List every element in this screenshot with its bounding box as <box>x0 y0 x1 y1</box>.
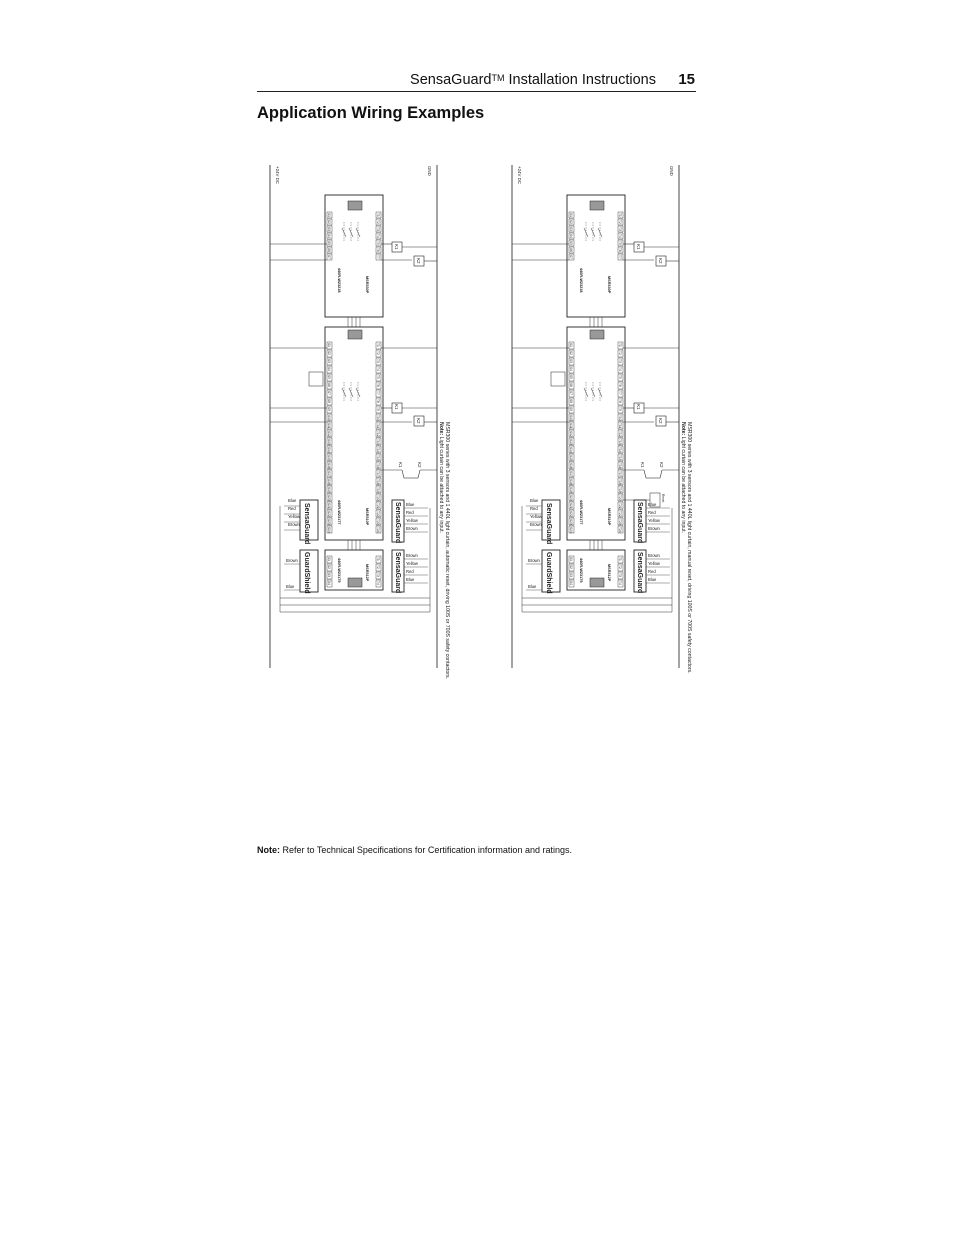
terminal-label: T24 <box>618 527 623 533</box>
wire <box>418 470 420 478</box>
module-window <box>348 201 362 210</box>
terminal-label: S7 <box>327 391 332 395</box>
terminal-label: T13 <box>376 439 381 445</box>
terminal-label: T7 <box>618 255 623 259</box>
wire-color-label: Brown <box>406 553 418 558</box>
module-window <box>590 578 604 587</box>
module-model-base: 440R-W23177 <box>579 500 583 525</box>
terminal-label: T19 <box>376 487 381 493</box>
contactor-label-k2: K2 <box>416 258 421 264</box>
terminal-label: T5 <box>618 241 623 245</box>
feedback-label-k1: K1 <box>398 462 403 468</box>
terminal-label: S4 <box>569 234 574 238</box>
terminal-label: S15 <box>569 455 574 461</box>
terminal-label: T17 <box>618 471 623 477</box>
module-name-base: MSR310P <box>365 508 369 526</box>
terminal-label: S16 <box>327 463 332 469</box>
terminal-label: S20 <box>569 495 574 501</box>
terminal-label: T14 <box>376 447 381 453</box>
terminal-label: T12 <box>618 431 623 437</box>
base-module <box>567 327 625 540</box>
terminal-label: S8 <box>327 399 332 403</box>
diagram-caption-note <box>438 422 444 533</box>
terminal-label: S1 <box>569 557 574 561</box>
output-module <box>325 195 383 317</box>
terminal-label: S21 <box>327 503 332 509</box>
terminal-label: S5 <box>569 241 574 245</box>
terminal-label: T5 <box>618 375 623 379</box>
reset-loop <box>309 372 323 386</box>
module-model-input: 440R-W23179 <box>579 558 583 583</box>
module-model-input: 440R-W23179 <box>337 558 341 583</box>
sensor-label-top: SensaGuard <box>303 503 310 545</box>
terminal-label: T14 <box>618 447 623 453</box>
terminal-label: S2 <box>327 351 332 355</box>
terminal-label: T15 <box>618 455 623 461</box>
terminal-label: T8 <box>618 399 623 403</box>
terminal-label: S4 <box>569 581 574 585</box>
terminal-label: S9 <box>569 407 574 411</box>
terminal-label: S13 <box>569 439 574 445</box>
caption-note-text: Light curtain can be attached to any input. <box>438 435 444 534</box>
wire-color-label: Blue <box>528 584 537 589</box>
terminal-label: S19 <box>569 487 574 493</box>
terminal-label: S2 <box>327 565 332 569</box>
terminal-label: T7 <box>376 391 381 395</box>
caption-note-label: Note: <box>438 422 444 436</box>
terminal-label: S3 <box>569 227 574 231</box>
terminal-label: T16 <box>376 463 381 469</box>
terminal-label: S4 <box>327 234 332 238</box>
terminal-label: T23 <box>376 519 381 525</box>
terminal-label: S12 <box>327 431 332 437</box>
terminal-label: T16 <box>618 463 623 469</box>
terminal-label: T15 <box>376 455 381 461</box>
module-name-output: MSR330P <box>607 276 611 294</box>
terminal-label: T2 <box>376 351 381 355</box>
module-window <box>348 578 362 587</box>
terminal-label: S3 <box>569 573 574 577</box>
terminal-label: T1 <box>376 557 381 561</box>
terminal-label: S16 <box>569 463 574 469</box>
terminal-label: S1 <box>327 213 332 217</box>
terminal-label: S1 <box>569 213 574 217</box>
terminal-label: T20 <box>618 495 623 501</box>
page-header <box>257 72 696 92</box>
module-name-output: MSR330P <box>365 276 369 294</box>
terminal-label: S19 <box>327 487 332 493</box>
rail-label-gnd: GND <box>427 166 432 176</box>
wiring-diagram-2-svg <box>504 160 692 685</box>
terminal-label: T4 <box>376 234 381 238</box>
terminal-label: S24 <box>569 527 574 533</box>
terminal-label: S13 <box>327 439 332 445</box>
terminal-label: S4 <box>569 367 574 371</box>
terminal-label: T3 <box>618 227 623 231</box>
terminal-label: T22 <box>376 511 381 517</box>
terminal-label: S15 <box>327 455 332 461</box>
terminal-label: S3 <box>327 573 332 577</box>
wire-color-label: Yellow <box>648 518 660 523</box>
terminal-label: S21 <box>569 503 574 509</box>
terminal-label: S5 <box>327 241 332 245</box>
wire-color-label: Brown <box>286 558 298 563</box>
diagram-caption-note <box>680 422 686 533</box>
terminal-label: T5 <box>376 241 381 245</box>
terminal-label: S6 <box>569 248 574 252</box>
terminal-label: T19 <box>618 487 623 493</box>
footnote: Note: Refer to Technical Specifications for Certification information and ratings. <box>257 845 572 855</box>
contactor-label-k1: K1 <box>636 404 641 410</box>
terminal-label: T21 <box>376 503 381 509</box>
terminal-label: S2 <box>569 351 574 355</box>
terminal-label: S18 <box>327 479 332 485</box>
module-name-input: MSR312P <box>607 564 611 582</box>
sensor-label-left: GuardShield <box>545 552 552 594</box>
terminal-label: S1 <box>327 557 332 561</box>
terminal-label: S3 <box>569 359 574 363</box>
contactor-label-k2: K2 <box>658 258 663 264</box>
base-module <box>325 327 383 540</box>
wiring-diagram-1-svg <box>262 160 450 685</box>
terminal-label: T1 <box>618 557 623 561</box>
terminal-label: S12 <box>569 431 574 437</box>
feedback-label-k2: K2 <box>417 462 422 468</box>
terminal-label: S6 <box>327 248 332 252</box>
terminal-label: S6 <box>569 383 574 387</box>
terminal-label: S1 <box>327 343 332 347</box>
terminal-label: T4 <box>618 367 623 371</box>
terminal-label: S17 <box>569 471 574 477</box>
terminal-label: S4 <box>327 581 332 585</box>
terminal-label: T7 <box>618 391 623 395</box>
wire <box>402 470 404 478</box>
terminal-label: S7 <box>569 391 574 395</box>
terminal-label: S23 <box>569 519 574 525</box>
wire-color-label: Yellow <box>288 514 300 519</box>
terminal-label: S6 <box>327 383 332 387</box>
terminal-label: S24 <box>327 527 332 533</box>
feedback-label-k1: K1 <box>640 462 645 468</box>
terminal-label: S1 <box>569 343 574 347</box>
terminal-label: T9 <box>376 407 381 411</box>
terminal-label: S7 <box>327 255 332 259</box>
wire-color-label: Red <box>530 506 538 511</box>
terminal-label: T1 <box>376 213 381 217</box>
wire <box>644 470 646 478</box>
module-model-base: 440R-W23177 <box>337 500 341 525</box>
wire-color-label: Brown <box>648 526 660 531</box>
rail-label-24v: +24V DC <box>275 166 280 184</box>
terminal-label: S5 <box>327 375 332 379</box>
wiring-diagram-manual-reset <box>504 160 692 685</box>
terminal-label: T1 <box>618 343 623 347</box>
wire-color-label: Brown <box>528 558 540 563</box>
contactor-label-k1: K1 <box>636 244 641 250</box>
terminal-label: S14 <box>327 447 332 453</box>
caption-note-label: Note: <box>680 422 686 436</box>
wire-color-label: Yellow <box>406 561 418 566</box>
terminal-label: T6 <box>618 248 623 252</box>
terminal-label: S11 <box>327 423 332 429</box>
section-title: Application Wiring Examples <box>257 104 485 122</box>
terminal-label: T2 <box>618 565 623 569</box>
terminal-label: T12 <box>376 431 381 437</box>
reset-loop <box>551 372 565 386</box>
module-window <box>590 201 604 210</box>
wire-color-label: Blue <box>286 584 295 589</box>
terminal-label: T11 <box>376 423 381 429</box>
wire-color-label: Brown <box>406 526 418 531</box>
module-model-output: 440R-W23218 <box>337 268 341 293</box>
terminal-label: S14 <box>569 447 574 453</box>
terminal-label: S20 <box>327 495 332 501</box>
terminal-label: S2 <box>327 220 332 224</box>
module-name-base: MSR310P <box>607 508 611 526</box>
wire-color-label: Red <box>406 569 414 574</box>
wire-color-label: Yellow <box>530 514 542 519</box>
wire-color-label: Blue <box>288 498 297 503</box>
terminal-label: T2 <box>618 351 623 355</box>
wire-color-label: Red <box>648 569 656 574</box>
terminal-label: T2 <box>376 220 381 224</box>
terminal-label: T10 <box>618 415 623 421</box>
terminal-label: S3 <box>327 359 332 363</box>
terminal-label: T23 <box>618 519 623 525</box>
terminal-label: T1 <box>376 343 381 347</box>
terminal-label: T22 <box>618 511 623 517</box>
terminal-label: S2 <box>569 220 574 224</box>
terminal-label: T3 <box>618 359 623 363</box>
terminal-label: T3 <box>376 359 381 363</box>
terminal-label: T6 <box>376 248 381 252</box>
wire-color-label: Brown <box>288 522 300 527</box>
terminal-label: T17 <box>376 471 381 477</box>
terminal-label: T4 <box>618 581 623 585</box>
contactor-label-k2: K2 <box>658 418 663 424</box>
terminal-label: S5 <box>569 375 574 379</box>
terminal-label: T4 <box>376 367 381 371</box>
wire-color-label: Blue <box>406 577 415 582</box>
terminal-label: T13 <box>618 439 623 445</box>
sensor-label-right: SensaGuard <box>636 502 643 544</box>
terminal-label: T1 <box>618 213 623 217</box>
wiring-diagram-automatic-reset <box>262 160 450 685</box>
contactor-label-k1: K1 <box>394 404 399 410</box>
terminal-label: S3 <box>327 227 332 231</box>
terminal-label: S23 <box>327 519 332 525</box>
page-number: 15 <box>678 71 695 88</box>
module-name-input: MSR312P <box>365 564 369 582</box>
terminal-label: S4 <box>327 367 332 371</box>
wire-color-label: Brown <box>648 553 660 558</box>
terminal-label: S8 <box>569 399 574 403</box>
terminal-label: T4 <box>376 581 381 585</box>
diagram-caption: MSR300 series with 3 sensors and 1 440L light curtain, automatic reset, driving 100S or 700S safety contactors. <box>444 422 450 680</box>
terminal-label: T10 <box>376 415 381 421</box>
terminal-label: T18 <box>618 479 623 485</box>
terminal-label: S9 <box>327 407 332 411</box>
terminal-label: S22 <box>569 511 574 517</box>
terminal-label: T6 <box>618 383 623 387</box>
header-title: SensaGuard™ Installation Instructions <box>410 72 656 88</box>
terminal-label: T2 <box>618 220 623 224</box>
reset-label: Reset <box>661 494 665 503</box>
module-model-output: 440R-W23218 <box>579 268 583 293</box>
terminal-label: S17 <box>327 471 332 477</box>
feedback-label-k2: K2 <box>659 462 664 468</box>
terminal-label: T9 <box>618 407 623 411</box>
wire-color-label: Brown <box>530 522 542 527</box>
sensor-label-right: SensaGuard <box>394 502 401 544</box>
terminal-label: S10 <box>327 415 332 421</box>
terminal-label: T3 <box>376 573 381 577</box>
terminal-label: S10 <box>569 415 574 421</box>
diagram-caption: MSR300 series with 3 sensors and 1 440L light curtain, manual reset, driving 100S or 700S safety contactors. <box>686 422 692 674</box>
wire-color-label: Blue <box>530 498 539 503</box>
terminal-label: S7 <box>569 255 574 259</box>
wire-color-label: Red <box>648 510 656 515</box>
terminal-label: T20 <box>376 495 381 501</box>
output-module <box>567 195 625 317</box>
wire <box>660 470 662 478</box>
terminal-label: T24 <box>376 527 381 533</box>
rail-label-gnd: GND <box>669 166 674 176</box>
terminal-label: T4 <box>618 234 623 238</box>
caption-note-text: Light curtain can be attached to any input. <box>680 435 686 534</box>
wire-color-label: Blue <box>648 577 657 582</box>
wire-color-label: Blue <box>406 502 415 507</box>
sensor-label-left: GuardShield <box>303 552 310 594</box>
terminal-label: T8 <box>376 399 381 403</box>
terminal-label: T5 <box>376 375 381 379</box>
terminal-label: T11 <box>618 423 623 429</box>
terminal-label: T18 <box>376 479 381 485</box>
terminal-label: T2 <box>376 565 381 569</box>
rail-label-24v: +24V DC <box>517 166 522 184</box>
contactor-label-k2: K2 <box>416 418 421 424</box>
terminal-label: T3 <box>618 573 623 577</box>
module-window <box>348 330 362 339</box>
terminal-label: T6 <box>376 383 381 387</box>
terminal-label: T21 <box>618 503 623 509</box>
terminal-label: S22 <box>327 511 332 517</box>
wire-color-label: Red <box>406 510 414 515</box>
terminal-label: S2 <box>569 565 574 569</box>
wire-color-label: Yellow <box>648 561 660 566</box>
sensor-label-right: SensaGuard <box>636 552 643 594</box>
terminal-label: T7 <box>376 255 381 259</box>
wire-color-label: Red <box>288 506 296 511</box>
sensor-label-top: SensaGuard <box>545 503 552 545</box>
terminal-label: T3 <box>376 227 381 231</box>
sensor-label-right: SensaGuard <box>394 552 401 594</box>
wire-color-label: Blue <box>648 502 657 507</box>
module-window <box>590 330 604 339</box>
contactor-label-k1: K1 <box>394 244 399 250</box>
terminal-label: S18 <box>569 479 574 485</box>
terminal-label: S11 <box>569 423 574 429</box>
wire-color-label: Yellow <box>406 518 418 523</box>
